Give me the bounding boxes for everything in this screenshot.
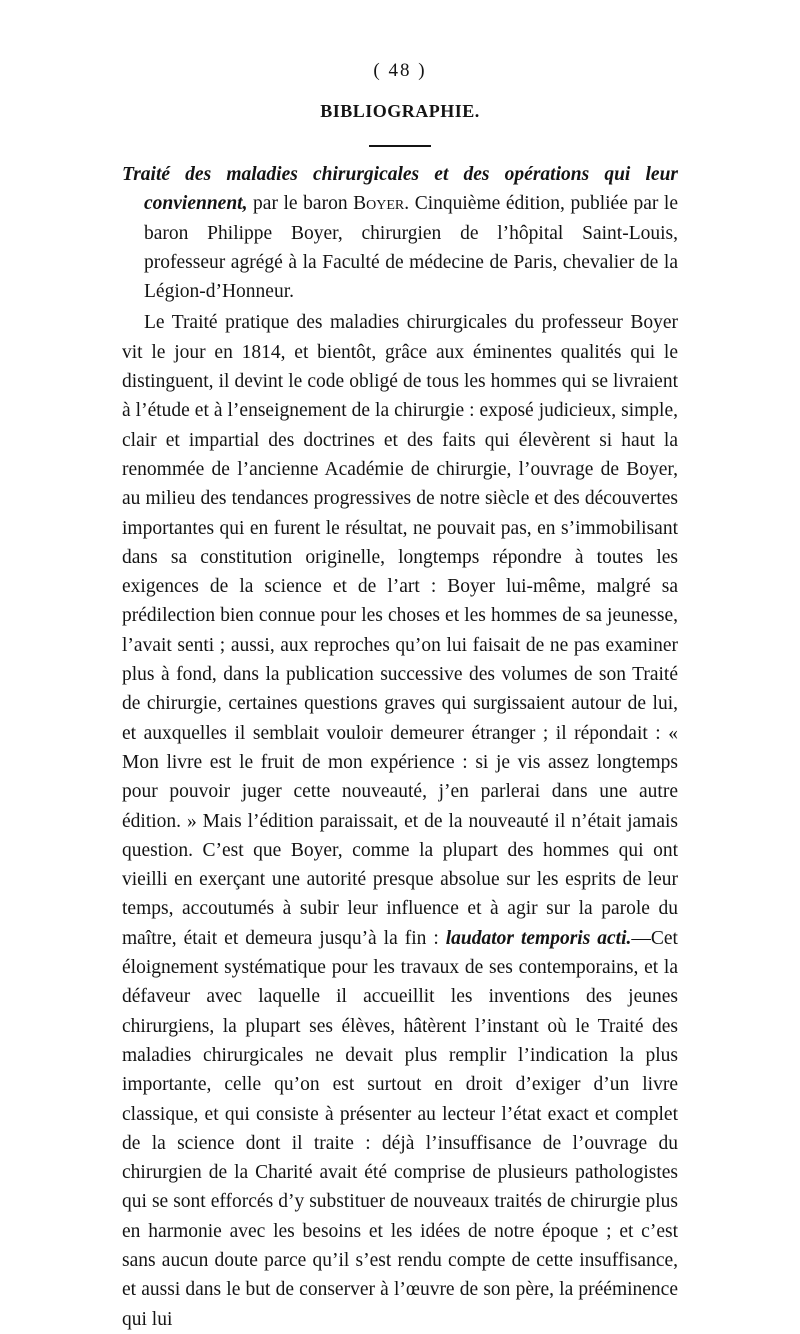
paragraph-part1: Le Traité pratique des maladies chirurgicales du professeur Boyer vit le jour en 1814, et bientôt, grâce aux éminentes qualités qui le distinguent, il devint le code obligé de tous les hommes qui se livraient à l’étude et à l’enseignement de la chirurgie : exposé judicieux, simple, clair et impartial des doctrines et des faits qui élevèrent si haut la renommée de l’ancienne Académie de chirurgie, l’ouvrage de Boyer, au milieu des tendances progressives de notre siècle et des découvertes importantes qui en furent le résultat, ne pouvait pas, en s’immobilisant dans sa constitution originelle, longtemps répondre à toutes les exigences de la science et de l’art : Boyer lui-même, malgré sa prédilection bien connue pour les choses et les hommes de sa jeunesse, l’avait senti ; aussi, aux reproches qu’on lui faisait de ne pas examiner plus à fond, dans la publication successive des volumes de son Traité de chirurgie, certaines questions graves qui surgissaient autour de lui, et auxquelles il semblait vouloir demeurer étranger ; il répondait : « Mon livre est le fruit de mon expérience : si je vis assez longtemps pour pouvoir juger cette nouveauté, j’en parlerai dans une autre édition. » Mais l’édition paraissait, et de la nouveauté il n’était jamais question. C’est que Boyer, comme la plupart des hommes qui ont vieilli en exerçant une autorité presque absolue sur les esprits de leur temps, accoutumés à subir leur influence et à agir sur la parole du maître, était et demeura jusqu’à la fin : — [122, 312, 678, 949]
title-rule — [369, 145, 431, 147]
review-paragraph — [122, 308, 678, 1333]
entry-title: Traité des maladies chirurgicales et des opérations qui leur conviennent, — [122, 164, 678, 215]
body-text — [122, 160, 678, 1334]
entry-text-before-author: par le baron — [247, 193, 354, 215]
section-title: BIBLIOGRAPHIE. — [320, 101, 480, 121]
latin-quote: laudator temporis acti. — [445, 927, 632, 949]
paragraph-part2: —Cet éloignement systématique pour les travaux de ses contemporains, et la défaveur avec laquelle il accueillit les inventions des jeunes chirurgiens, la plupart ses élèves, hâtèrent l’instant où le Traité des maladies chirurgicales ne devait plus remplir l’indication la plus importante, celle qu’on est surtout en droit d’exiger d’un livre classique, et qui consiste à présenter au lecteur l’état exact et complet de la science dont il traite : déjà l’insuffisance de l’ouvrage du chirurgien de la Charité avait été comprise de plusieurs pathologistes qui se sont efforcés d’y substituer de nouveaux traités de chirurgie plus en harmonie avec les besoins et les idées de notre époque ; et c’est sans aucun doute parce qu’il s’est rendu compte de cette insuffisance, et aussi dans le but de conserver à l’œuvre de son père, la prééminence qui lui — [122, 927, 678, 1330]
entry-text-after-author: . Cinquième édition, publiée par le baron Philippe Boyer, chirurgien de l’hôpital Saint-Louis, professeur agrégé à la Faculté de médecine de Paris, chevalier de la Légion-d’Honneur. — [144, 193, 678, 303]
entry-author: Boyer — [353, 193, 405, 215]
page-number: ( 48 ) — [373, 60, 427, 81]
bibliography-entry — [122, 160, 678, 306]
